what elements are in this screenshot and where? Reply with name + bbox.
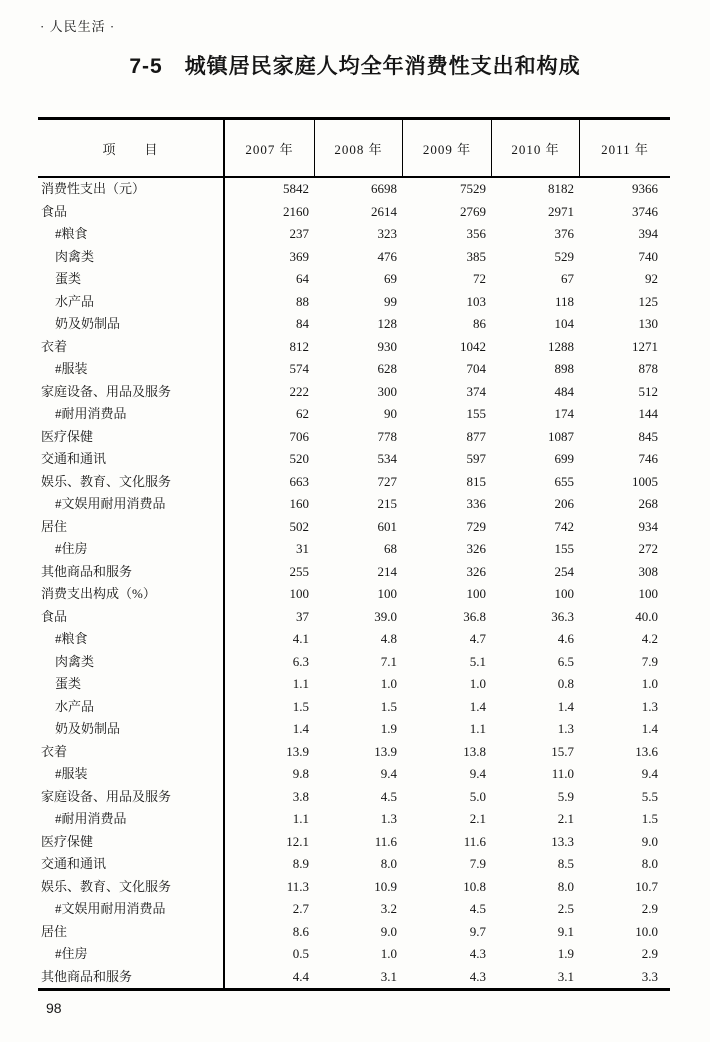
cell-value-2009: 36.8 (463, 608, 486, 624)
cell-value-2011: 1271 (632, 338, 658, 354)
cell-value-2011: 10.7 (635, 878, 658, 894)
cell-value-2011: 125 (638, 293, 658, 309)
cell-value-2009: 1.4 (469, 698, 486, 714)
cell-value-2011: 1.5 (641, 811, 658, 826)
cell-value-2007: 2.7 (292, 901, 309, 916)
cell-value-2009: 155 (466, 406, 486, 421)
cell-value-2007: 4.1 (292, 631, 309, 646)
table-row (38, 471, 670, 494)
cell-value-2011: 1.3 (641, 698, 658, 714)
cell-value-2007: 8.6 (292, 923, 309, 939)
cell-value-2011: 10.0 (635, 923, 658, 939)
table-title: 7-5 城镇居民家庭人均全年消费性支出和构成 (129, 55, 581, 78)
cell-value-2009: 9.4 (469, 766, 486, 781)
cell-value-2008: 3.2 (380, 901, 397, 916)
cell-value-2009: 877 (466, 428, 486, 444)
cell-value-2011: 144 (638, 406, 658, 421)
cell-value-2010: 1.9 (557, 946, 574, 961)
row-label: #服装 (38, 358, 225, 381)
cell-value-2007: 9.8 (292, 766, 309, 781)
cell-value-2010: 1087 (548, 428, 574, 444)
cell-value-2008: 7.1 (380, 653, 397, 669)
cell-value-2010: 1.4 (557, 698, 574, 714)
row-label: #耐用消费品 (38, 808, 225, 831)
cell-value-2011: 4.2 (641, 631, 658, 646)
cell-value-2008: 8.0 (380, 856, 397, 871)
cell-value-2007: 13.9 (286, 743, 309, 759)
cell-value-2009: 11.6 (463, 833, 486, 849)
cell-value-2009: 100 (466, 586, 486, 601)
cell-value-2008: 601 (377, 518, 397, 534)
row-label: #文娱用耐用消费品 (38, 493, 225, 516)
cell-value-2011: 9.0 (641, 833, 658, 849)
cell-value-2010: 0.8 (557, 676, 574, 691)
cell-value-2010: 5.9 (557, 788, 574, 804)
cell-value-2011: 878 (638, 361, 658, 376)
row-label: 娱乐、教育、文化服务 (38, 471, 225, 494)
cell-value-2008: 11.6 (374, 833, 397, 849)
row-label: 居住 (38, 516, 225, 539)
cell-value-2011: 3746 (632, 203, 658, 219)
cell-value-2008: 6698 (371, 181, 397, 196)
cell-value-2008: 930 (377, 338, 397, 354)
row-label: #粮食 (38, 628, 225, 651)
cell-value-2009: 13.8 (463, 743, 486, 759)
cell-value-2007: 11.3 (286, 878, 309, 894)
cell-value-2007: 663 (289, 473, 309, 489)
cell-value-2010: 11.0 (551, 766, 574, 781)
cell-value-2008: 215 (377, 496, 397, 511)
cell-value-2009: 4.5 (469, 901, 486, 916)
cell-value-2009: 72 (473, 271, 486, 286)
cell-value-2007: 84 (296, 316, 309, 331)
column-header-2010: 2010 年 (492, 120, 580, 176)
table-row (38, 718, 670, 741)
cell-value-2010: 174 (554, 406, 574, 421)
cell-value-2008: 9.4 (380, 766, 397, 781)
column-header-2007: 2007 年 (225, 120, 315, 176)
cell-value-2007: 12.1 (286, 833, 309, 849)
table-row (38, 651, 670, 674)
cell-value-2008: 99 (384, 293, 397, 309)
cell-value-2010: 15.7 (551, 743, 574, 759)
cell-value-2007: 1.5 (292, 698, 309, 714)
cell-value-2009: 1.0 (469, 676, 486, 691)
cell-value-2009: 2769 (460, 203, 486, 219)
cell-value-2008: 628 (377, 361, 397, 376)
cell-value-2008: 1.5 (380, 698, 397, 714)
cell-value-2010: 104 (554, 316, 574, 331)
row-label: 医疗保健 (38, 831, 225, 854)
cell-value-2008: 1.0 (380, 946, 397, 961)
cell-value-2008: 1.0 (380, 676, 397, 691)
cell-value-2011: 394 (638, 226, 658, 241)
row-label: #住房 (38, 943, 225, 966)
table-row (38, 786, 670, 809)
cell-value-2011: 100 (638, 586, 658, 601)
cell-value-2011: 8.0 (641, 856, 658, 871)
row-label: 交通和通讯 (38, 448, 225, 471)
cell-value-2008: 727 (377, 473, 397, 489)
cell-value-2011: 2.9 (641, 901, 658, 916)
table-row (38, 313, 670, 336)
cell-value-2007: 64 (296, 271, 309, 286)
cell-value-2011: 9366 (632, 181, 658, 196)
cell-value-2010: 6.5 (557, 653, 574, 669)
cell-value-2010: 2.5 (557, 901, 574, 916)
cell-value-2011: 2.9 (641, 946, 658, 961)
cell-value-2010: 1.3 (557, 721, 574, 736)
table-row (38, 898, 670, 921)
cell-value-2007: 1.1 (292, 676, 309, 691)
table-row (38, 673, 670, 696)
table-row (38, 291, 670, 314)
cell-value-2009: 1042 (460, 338, 486, 354)
cell-value-2008: 10.9 (374, 878, 397, 894)
row-label: #耐用消费品 (38, 403, 225, 426)
cell-value-2010: 8.0 (557, 878, 574, 894)
cell-value-2007: 31 (296, 541, 309, 556)
cell-value-2010: 2971 (548, 203, 574, 219)
cell-value-2009: 336 (466, 496, 486, 511)
cell-value-2010: 742 (554, 518, 574, 534)
table-row (38, 628, 670, 651)
cell-value-2009: 10.8 (463, 878, 486, 894)
cell-value-2007: 4.4 (292, 968, 309, 984)
table-row (38, 403, 670, 426)
cell-value-2008: 128 (377, 316, 397, 331)
row-label: #文娱用耐用消费品 (38, 898, 225, 921)
cell-value-2009: 86 (473, 316, 486, 331)
cell-value-2008: 1.3 (380, 811, 397, 826)
cell-value-2011: 308 (638, 563, 658, 579)
cell-value-2009: 7529 (460, 181, 486, 196)
cell-value-2010: 655 (554, 473, 574, 489)
cell-value-2009: 4.7 (469, 631, 486, 646)
column-header-item: 项 目 (38, 120, 225, 176)
cell-value-2009: 385 (466, 248, 486, 264)
cell-value-2011: 1005 (632, 473, 658, 489)
cell-value-2010: 529 (554, 248, 574, 264)
row-label: 奶及奶制品 (38, 718, 225, 741)
cell-value-2011: 268 (638, 496, 658, 511)
row-label: 衣着 (38, 336, 225, 359)
row-label: 消费性支出（元） (38, 178, 225, 201)
table-row (38, 516, 670, 539)
cell-value-2008: 69 (384, 271, 397, 286)
cell-value-2007: 1.4 (292, 721, 309, 736)
cell-value-2010: 8.5 (557, 856, 574, 871)
table-row (38, 966, 670, 989)
cell-value-2009: 5.0 (469, 788, 486, 804)
cell-value-2010: 3.1 (557, 968, 574, 984)
cell-value-2011: 746 (638, 451, 658, 466)
row-label: 肉禽类 (38, 246, 225, 269)
cell-value-2009: 597 (466, 451, 486, 466)
table-row (38, 921, 670, 944)
statistics-table (38, 117, 670, 991)
row-label: 蛋类 (38, 673, 225, 696)
row-label: 居住 (38, 921, 225, 944)
section-label: · 人民生活 · (40, 19, 116, 34)
cell-value-2008: 476 (377, 248, 397, 264)
row-label: 肉禽类 (38, 651, 225, 674)
row-label: 其他商品和服务 (38, 966, 225, 989)
cell-value-2010: 898 (554, 361, 574, 376)
row-label: 医疗保健 (38, 426, 225, 449)
cell-value-2007: 237 (289, 226, 309, 241)
cell-value-2008: 4.8 (380, 631, 397, 646)
cell-value-2009: 326 (466, 541, 486, 556)
cell-value-2010: 206 (554, 496, 574, 511)
cell-value-2008: 100 (377, 586, 397, 601)
cell-value-2009: 356 (466, 226, 486, 241)
table-row (38, 808, 670, 831)
cell-value-2011: 13.6 (635, 743, 658, 759)
cell-value-2007: 369 (289, 248, 309, 264)
cell-value-2011: 130 (638, 316, 658, 331)
table-row (38, 336, 670, 359)
table-row (38, 493, 670, 516)
cell-value-2009: 374 (466, 383, 486, 399)
cell-value-2008: 778 (377, 428, 397, 444)
cell-value-2009: 9.7 (469, 923, 486, 939)
cell-value-2011: 740 (638, 248, 658, 264)
cell-value-2007: 100 (289, 586, 309, 601)
cell-value-2007: 1.1 (292, 811, 309, 826)
row-label: 水产品 (38, 696, 225, 719)
table-row (38, 831, 670, 854)
table-row (38, 561, 670, 584)
cell-value-2011: 92 (645, 271, 658, 286)
cell-value-2010: 100 (554, 586, 574, 601)
cell-value-2010: 484 (554, 383, 574, 399)
table-row (38, 223, 670, 246)
cell-value-2009: 103 (466, 293, 486, 309)
cell-value-2011: 845 (638, 428, 658, 444)
cell-value-2009: 5.1 (469, 653, 486, 669)
cell-value-2007: 0.5 (292, 946, 309, 961)
cell-value-2010: 9.1 (557, 923, 574, 939)
table-row (38, 448, 670, 471)
cell-value-2007: 6.3 (292, 653, 309, 669)
cell-value-2010: 155 (554, 541, 574, 556)
cell-value-2007: 520 (289, 451, 309, 466)
cell-value-2007: 255 (289, 563, 309, 579)
table-body (38, 178, 670, 988)
cell-value-2007: 3.8 (292, 788, 309, 804)
cell-value-2008: 39.0 (374, 608, 397, 624)
row-label: #粮食 (38, 223, 225, 246)
cell-value-2009: 1.1 (469, 721, 486, 736)
cell-value-2009: 729 (466, 518, 486, 534)
cell-value-2007: 62 (296, 406, 309, 421)
table-row (38, 268, 670, 291)
table-row (38, 876, 670, 899)
cell-value-2011: 934 (638, 518, 658, 534)
row-label: 消费支出构成（%） (38, 583, 225, 606)
cell-value-2011: 1.4 (641, 721, 658, 736)
table-row (38, 381, 670, 404)
table-row (38, 201, 670, 224)
cell-value-2008: 534 (377, 451, 397, 466)
cell-value-2011: 5.5 (641, 788, 658, 804)
table-row (38, 853, 670, 876)
row-label: #服装 (38, 763, 225, 786)
cell-value-2008: 68 (384, 541, 397, 556)
cell-value-2010: 8182 (548, 181, 574, 196)
cell-value-2007: 502 (289, 518, 309, 534)
cell-value-2009: 326 (466, 563, 486, 579)
column-header-2011: 2011 年 (601, 141, 649, 157)
row-label: 衣着 (38, 741, 225, 764)
table-row (38, 358, 670, 381)
column-header-2008: 2008 年 (315, 120, 403, 176)
cell-value-2007: 706 (289, 428, 309, 444)
cell-value-2010: 118 (554, 293, 574, 309)
table-row (38, 246, 670, 269)
cell-value-2010: 254 (554, 563, 574, 579)
cell-value-2009: 815 (466, 473, 486, 489)
row-label: 食品 (38, 606, 225, 629)
cell-value-2007: 574 (289, 361, 309, 376)
cell-value-2008: 2614 (371, 203, 397, 219)
table-header-row (38, 120, 670, 178)
cell-value-2009: 2.1 (469, 811, 486, 826)
row-label: 交通和通讯 (38, 853, 225, 876)
cell-value-2009: 4.3 (469, 946, 486, 961)
table-row (38, 943, 670, 966)
cell-value-2010: 36.3 (551, 608, 574, 624)
cell-value-2007: 37 (296, 608, 309, 624)
cell-value-2008: 9.0 (380, 923, 397, 939)
cell-value-2007: 5842 (283, 181, 309, 196)
row-label: 家庭设备、用品及服务 (38, 381, 225, 404)
table-row (38, 606, 670, 629)
cell-value-2007: 88 (296, 293, 309, 309)
cell-value-2010: 376 (554, 226, 574, 241)
table-row (38, 741, 670, 764)
cell-value-2009: 4.3 (469, 968, 486, 984)
row-label: 家庭设备、用品及服务 (38, 786, 225, 809)
page-number: 98 (46, 1000, 62, 1016)
row-label: 其他商品和服务 (38, 561, 225, 584)
cell-value-2007: 160 (289, 496, 309, 511)
row-label: 蛋类 (38, 268, 225, 291)
row-label: 食品 (38, 201, 225, 224)
cell-value-2009: 704 (466, 361, 486, 376)
table-row (38, 538, 670, 561)
cell-value-2011: 272 (638, 541, 658, 556)
cell-value-2008: 214 (377, 563, 397, 579)
cell-value-2008: 4.5 (380, 788, 397, 804)
cell-value-2010: 1288 (548, 338, 574, 354)
table-row (38, 178, 670, 201)
table-row (38, 763, 670, 786)
cell-value-2010: 13.3 (551, 833, 574, 849)
cell-value-2010: 2.1 (557, 811, 574, 826)
cell-value-2008: 323 (377, 226, 397, 241)
cell-value-2011: 40.0 (635, 608, 658, 624)
cell-value-2010: 67 (561, 271, 574, 286)
cell-value-2011: 9.4 (641, 766, 658, 781)
cell-value-2010: 699 (554, 451, 574, 466)
cell-value-2011: 1.0 (641, 676, 658, 691)
cell-value-2011: 3.3 (641, 968, 658, 984)
column-header-2009: 2009 年 (403, 120, 492, 176)
cell-value-2008: 1.9 (380, 721, 397, 736)
row-label: 娱乐、教育、文化服务 (38, 876, 225, 899)
table-row (38, 696, 670, 719)
row-label: 水产品 (38, 291, 225, 314)
cell-value-2008: 90 (384, 406, 397, 421)
cell-value-2011: 7.9 (641, 653, 658, 669)
cell-value-2011: 512 (638, 383, 658, 399)
row-label: 奶及奶制品 (38, 313, 225, 336)
cell-value-2008: 300 (377, 383, 397, 399)
table-row (38, 426, 670, 449)
cell-value-2008: 3.1 (380, 968, 397, 984)
table-row (38, 583, 670, 606)
cell-value-2007: 812 (289, 338, 309, 354)
row-label: #住房 (38, 538, 225, 561)
cell-value-2009: 7.9 (469, 856, 486, 871)
cell-value-2008: 13.9 (374, 743, 397, 759)
cell-value-2010: 4.6 (557, 631, 574, 646)
cell-value-2007: 8.9 (292, 856, 309, 871)
cell-value-2007: 2160 (283, 203, 309, 219)
cell-value-2007: 222 (289, 383, 309, 399)
